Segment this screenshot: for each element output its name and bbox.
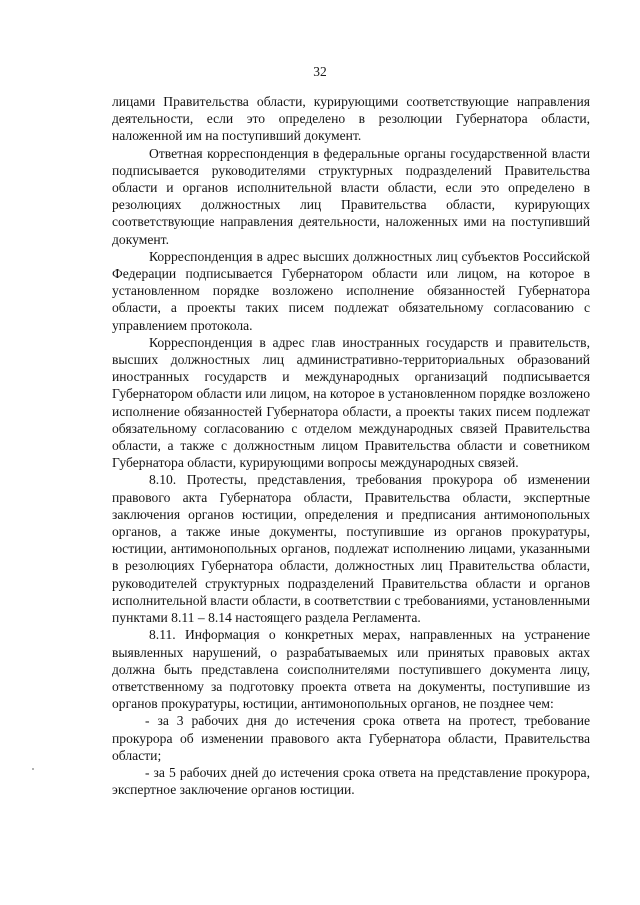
paragraph-regional-correspondence: Корреспонденция в адрес высших должностных лиц субъектов Российской Федерации подписывается Губернатором области или лицом, на которое в установленном порядке возложено исполнение обязанностей Губернатора области, а проекты таких писем подлежат обязательному согласованию с управлением протокола. xyxy=(112,248,590,333)
list-item-3-days: - за 3 рабочих дня до истечения срока ответа на протест, требование прокурора об изменении правового акта Губернатора области, Правительства области; xyxy=(112,713,590,763)
paragraph-continuation: лицами Правительства области, курирующими соответствующие направления деятельности, если это определено в резолюции Губернатора области, наложенной им на поступивший документ. xyxy=(112,94,590,144)
scan-dot xyxy=(32,768,34,770)
document-body xyxy=(112,93,590,798)
paragraph-8-11: 8.11. Информация о конкретных мерах, направленных на устранение выявленных нарушений, о разрабатываемых или принятых правовых актах должна быть представлена соисполнителями поступившего документа лицу, ответственному за подготовку проекта ответа на документы, поступившие из органов прокуратуры, юстиции, антимонопольных органов, не позднее чем: xyxy=(112,627,590,712)
paragraph-8-10: 8.10. Протесты, представления, требования прокурора об изменении правового акта Губернатора области, Правительства области, экспертные заключения органов юстиции, определения и предписания антимонопольных органов, а также иные документы, поступившие из органов прокуратуры, юстиции, антимонопольных органов, подлежат исполнению лицами, указанными в резолюциях Губернатора области, должностных лиц Правительства области, руководителей структурных подразделений Правительства области и органов исполнительной власти области, в соответствии с требованиями, установленными пунктами 8.11 – 8.14 настоящего раздела Регламента. xyxy=(112,472,590,626)
paragraph-federal-correspondence: Ответная корреспонденция в федеральные органы государственной власти подписывается руководителями структурных подразделений Правительства области и органов исполнительной власти области, если это определено в резолюциях должностных лиц Правительства области, курирующих соответствующие направления деятельности, наложенных ими на поступивший документ. xyxy=(112,145,590,247)
paragraph-foreign-correspondence: Корреспонденция в адрес глав иностранных государств и правительств, высших должностных лиц административно-территориальных образований иностранных государств и международных организаций подписывается Губернатором области или лицом, на которое в установленном порядке возложено исполнение обязанностей Губернатора области, а проекты таких писем подлежат обязательному согласованию с отделом международных связей Правительства области, а также с должностным лицом Правительства области и советником Губернатора области, курирующими вопросы международных связей. xyxy=(112,334,590,471)
list-item-5-days: - за 5 рабочих дней до истечения срока ответа на представление прокурора, экспертное заключение органов юстиции. xyxy=(112,764,590,798)
page-number: 32 xyxy=(313,64,327,79)
